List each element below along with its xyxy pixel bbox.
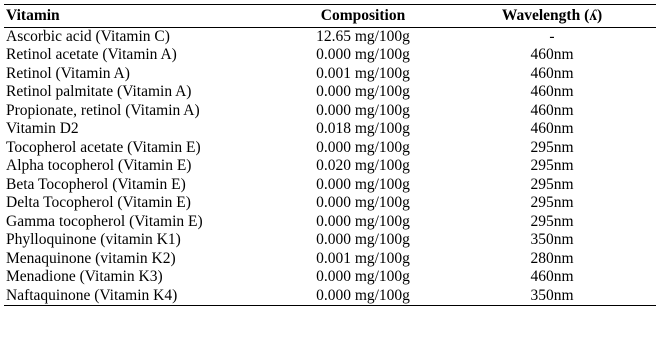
- wavelength-cell: 460nm: [530, 64, 574, 82]
- composition-cell: 0.000 mg/100g: [316, 138, 410, 156]
- wavelength-cell: 295nm: [530, 212, 574, 230]
- composition-cell: 0.000 mg/100g: [316, 46, 410, 63]
- vitamin-cell: Retinol palmitate (Vitamin A): [6, 83, 192, 100]
- composition-cell: 0.000 mg/100g: [316, 83, 410, 100]
- composition-cell: 0.000 mg/100g: [316, 268, 410, 285]
- vitamin-cell: Vitamin D2: [6, 120, 79, 137]
- wavelength-cell: 350nm: [530, 231, 574, 248]
- table-row: [4, 102, 656, 121]
- composition-cell: 0.000 mg/100g: [316, 212, 410, 230]
- table-row: [4, 157, 656, 176]
- wavelength-cell: 460nm: [530, 101, 574, 119]
- vitamin-cell: Beta Tocopherol (Vitamin E): [6, 175, 186, 193]
- wavelength-cell: 280nm: [530, 249, 574, 267]
- composition-cell: 0.000 mg/100g: [316, 231, 410, 248]
- vitamin-table: [4, 4, 656, 306]
- table-row: [4, 46, 656, 65]
- composition-cell: 0.000 mg/100g: [316, 194, 410, 211]
- composition-cell: 0.000 mg/100g: [316, 286, 410, 304]
- header-wavelength: Wavelength (ʎ): [501, 7, 603, 24]
- composition-cell: 0.020 mg/100g: [316, 157, 410, 174]
- wavelength-cell: 460nm: [530, 268, 574, 285]
- composition-cell: 0.000 mg/100g: [316, 175, 410, 193]
- vitamin-cell: Retinol acetate (Vitamin A): [6, 46, 177, 63]
- vitamin-cell: Phylloquinone (vitamin K1): [6, 231, 181, 248]
- table-row: [4, 287, 656, 306]
- wavelength-cell: 350nm: [530, 286, 574, 304]
- composition-cell: 0.018 mg/100g: [316, 120, 410, 137]
- wavelength-cell: 295nm: [530, 138, 574, 156]
- table-row: [4, 83, 656, 102]
- vitamin-table-container: [4, 4, 656, 306]
- vitamin-cell: Gamma tocopherol (Vitamin E): [6, 212, 203, 230]
- table-row: [4, 268, 656, 287]
- wavelength-cell: 460nm: [530, 83, 574, 100]
- header-composition: Composition: [320, 7, 406, 24]
- vitamin-cell: Tocopherol acetate (Vitamin E): [6, 138, 201, 156]
- vitamin-cell: Menaquinone (vitamin K2): [6, 249, 176, 267]
- wavelength-cell: -: [549, 27, 555, 45]
- header-vitamin: Vitamin: [6, 7, 60, 24]
- vitamin-cell: Menadione (Vitamin K3): [6, 268, 163, 285]
- table-row: [4, 176, 656, 195]
- header-row: [4, 5, 656, 28]
- table-row: [4, 120, 656, 139]
- vitamin-cell: Alpha tocopherol (Vitamin E): [6, 157, 192, 174]
- table-row: [4, 65, 656, 84]
- vitamin-cell: Retinol (Vitamin A): [6, 64, 130, 82]
- composition-cell: 0.001 mg/100g: [316, 249, 410, 267]
- table-header: [4, 5, 656, 28]
- vitamin-cell: Naftaquinone (Vitamin K4): [6, 286, 178, 304]
- table-row: [4, 231, 656, 250]
- wavelength-cell: 295nm: [530, 175, 574, 193]
- table-row: [4, 213, 656, 232]
- table-row: [4, 250, 656, 269]
- table-row: [4, 139, 656, 158]
- wavelength-cell: 460nm: [530, 120, 574, 137]
- composition-cell: 12.65 mg/100g: [316, 27, 410, 45]
- table-row: [4, 27, 656, 46]
- vitamin-cell: Propionate, retinol (Vitamin A): [6, 101, 200, 119]
- table-body: [4, 27, 656, 306]
- vitamin-cell: Ascorbic acid (Vitamin C): [6, 27, 170, 45]
- composition-cell: 0.001 mg/100g: [316, 64, 410, 82]
- composition-cell: 0.000 mg/100g: [316, 101, 410, 119]
- vitamin-cell: Delta Tocopherol (Vitamin E): [6, 194, 191, 211]
- wavelength-cell: 295nm: [530, 157, 574, 174]
- wavelength-cell: 295nm: [530, 194, 574, 211]
- wavelength-cell: 460nm: [530, 46, 574, 63]
- table-row: [4, 194, 656, 213]
